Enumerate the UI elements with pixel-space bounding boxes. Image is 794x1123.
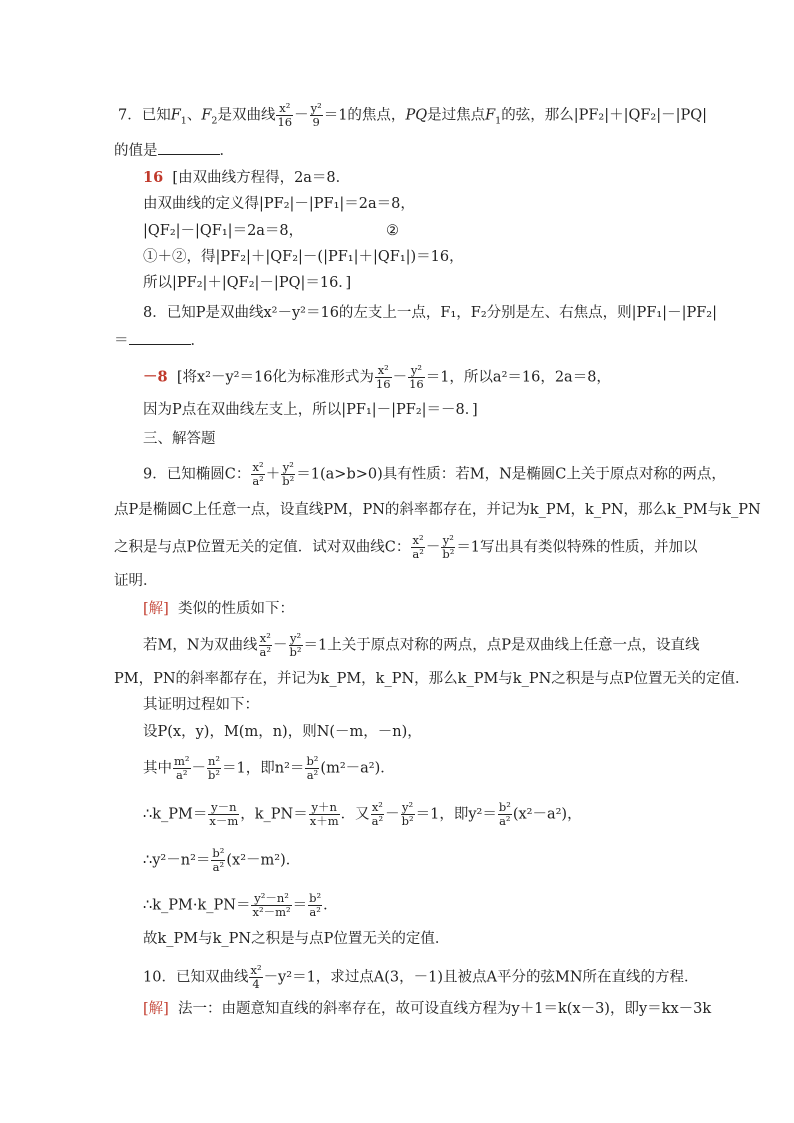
fraction: $\frac{\text{b²}}{\text{a²}}$: [498, 800, 511, 828]
q9-stem-line2: 点P是椭圆C上任意一点，设直线PM，PN的斜率都存在，并记为k_PM，k_PN，那么k_PM与k_PN: [114, 502, 761, 518]
q8-stem-line1: 8．已知P是双曲线x²－y²＝16的左支上一点，F₁，F₂分别是左、右焦点，则|PF₁|－|PF₂|: [143, 305, 717, 321]
fraction: $\frac{\text{b²}}{\text{a²}}$: [306, 754, 319, 782]
q10-solution-line1: [解] 法一：由题意知直线的斜率存在，故可设直线方程为y＋1＝k(x－3)，即y＝kx－3k: [143, 1001, 712, 1017]
fraction: $\frac{\text{x²}}{16}$: [277, 101, 293, 129]
answer-value: －8: [143, 368, 168, 386]
fraction: $\frac{\text{x²}}{\text{a²}}$: [412, 533, 424, 561]
q9-solution-line10: 故k_PM与k_PN之积是与点P位置无关的定值．: [143, 931, 450, 947]
fraction: $\frac{y+n}{x+m}$: [309, 800, 339, 828]
fraction: $\frac{\text{y²}}{16}$: [409, 363, 424, 391]
fraction: $\frac{\text{x²}}{\text{a²}}$: [371, 800, 384, 828]
solution-tag: [解]: [143, 601, 169, 617]
fraction: $\frac{\text{x²}}{16}$: [375, 363, 391, 391]
q9-solution-line5: 设P(x，y)，M(m，n)，则N(－m，－n)，: [143, 724, 422, 740]
answer-blank: [129, 330, 191, 345]
q10-stem: 10．已知双曲线 $\frac{\text{x²}}{4}$ －y²＝1，求过点A(3，－1)且被点A平分的弦MN所在直线的方程．: [143, 963, 699, 991]
fraction: $\frac{y-n}{x-m}$: [209, 800, 239, 828]
q7-solution-line5: 所以|PF₂|＋|QF₂|－|PQ|＝16．]: [143, 275, 352, 291]
fraction: $\frac{\text{y²－n²}}{\text{x²－m²}}$: [252, 891, 291, 919]
fraction: $\frac{\text{x²}}{4}$: [250, 963, 262, 991]
fraction: $\frac{\text{x²}}{\text{a²}}$: [259, 631, 272, 659]
q8-solution-line2: 因为P点在双曲线左支上，所以|PF₁|－|PF₂|＝－8．]: [143, 402, 478, 418]
q9-stem-line3: 之积是与点P位置无关的定值．试对双曲线C： $\frac{\text{x²}}{\text{a²}}$ － $\frac{\text{y²}}{\text{b²}}$ ＝1写出具有类似特殊的性质，并加以: [114, 533, 698, 561]
q8-stem-line2: ＝ ．: [114, 330, 205, 352]
q9-solution-line3: PM，PN的斜率都存在，并记为k_PM，k_PN，那么k_PM与k_PN之积是与点P位置无关的定值．: [114, 671, 750, 687]
fraction: $\frac{\text{m²}}{\text{a²}}$: [174, 754, 190, 782]
q7-stem-line2: 的值是 ．: [114, 140, 234, 162]
q9-solution-line8: ∴y²－n²＝ $\frac{\text{b²}}{\text{a²}}$ (x²－m²)．: [143, 846, 301, 874]
fraction: $\frac{\text{n²}}{\text{b²}}$: [208, 754, 221, 782]
fraction: $\frac{\text{x²}}{\text{a²}}$: [252, 460, 264, 488]
q8-solution-line1: －8 [将x²－y²＝16化为标准形式为 $\frac{\text{x²}}{16}$ － $\frac{\text{y²}}{16}$ ＝1，所以a²＝16，2a＝8，: [143, 363, 611, 391]
q7-solution-line3: |QF₂|－|QF₁|＝2a＝8，: [143, 223, 304, 239]
fraction: $\frac{\text{b²}}{\text{a²}}$: [309, 891, 322, 919]
answer-value: 16: [143, 169, 164, 186]
fraction: $\frac{\text{y²}}{\text{b²}}$: [442, 533, 455, 561]
q7-solution-line1: 16 [由双曲线方程得，2a＝8．: [143, 169, 351, 186]
q9-stem-line1: 9．已知椭圆C： $\frac{\text{x²}}{\text{a²}}$ ＋ $\frac{\text{y²}}{\text{b²}}$ ＝1(a>b>0)具有性质：若M，N是椭圆C上关于原点对称的两点，: [143, 460, 726, 488]
fraction: $\frac{\text{y²}}{\text{b²}}$: [289, 631, 302, 659]
q7-stem-line1: 7．已知$F_1$、$F_2$是双曲线 $\frac{\text{x²}}{16}$ － $\frac{\text{y²}}{9}$ ＝1的焦点，PQ是过焦点$F_1$的弦，那么|PF₂|＋|QF₂|－|PQ|: [118, 101, 708, 129]
q9-solution-line7: ∴k_PM＝ $\frac{y-n}{x-m}$ ，k_PN＝ $\frac{y+n}{x+m}$ ．又 $\frac{\text{x²}}{\text{a²}}$ － $\frac{\text{y²}}{\text{b²}}$ ＝1，即y²＝ $\frac{\text{b²}}{\text{a²}}$ (x²－a²)，: [143, 800, 582, 828]
q9-solution-line2: 若M，N为双曲线 $\frac{\text{x²}}{\text{a²}}$ － $\frac{\text{y²}}{\text{b²}}$ ＝1上关于原点对称的两点，点P是双曲线上任意一点，设直线: [143, 631, 700, 659]
fraction: $\frac{\text{b²}}{\text{a²}}$: [212, 846, 225, 874]
q9-solution-line4: 其证明过程如下：: [143, 697, 259, 713]
equation-number-2: ②: [386, 223, 399, 239]
q9-solution-intro: [解] 类似的性质如下：: [143, 601, 295, 617]
solution-tag: [解]: [143, 1001, 169, 1017]
answer-blank: [158, 140, 220, 155]
fraction: $\frac{\text{y²}}{\text{b²}}$: [401, 800, 414, 828]
q9-solution-line6: 其中 $\frac{\text{m²}}{\text{a²}}$ － $\frac{\text{n²}}{\text{b²}}$ ＝1，即n²＝ $\frac{\text{b²}}{\text{a²}}$ (m²－a²)．: [143, 754, 395, 782]
q9-stem-line4: 证明．: [114, 573, 158, 589]
fraction: $\frac{\text{y²}}{\text{b²}}$: [282, 460, 295, 488]
q7-solution-line2: 由双曲线的定义得|PF₂|－|PF₁|＝2a＝8，: [143, 196, 415, 212]
section-heading: 三、解答题: [143, 431, 216, 447]
q7-solution-line4: ①＋②，得|PF₂|＋|QF₂|－(|PF₁|＋|QF₁|)＝16，: [143, 249, 464, 265]
fraction: $\frac{\text{y²}}{9}$: [310, 101, 322, 129]
q9-solution-line9: ∴k_PM·k_PN＝ $\frac{\text{y²－n²}}{\text{x²－m²}}$ ＝ $\frac{\text{b²}}{\text{a²}}$ ．: [143, 891, 338, 919]
